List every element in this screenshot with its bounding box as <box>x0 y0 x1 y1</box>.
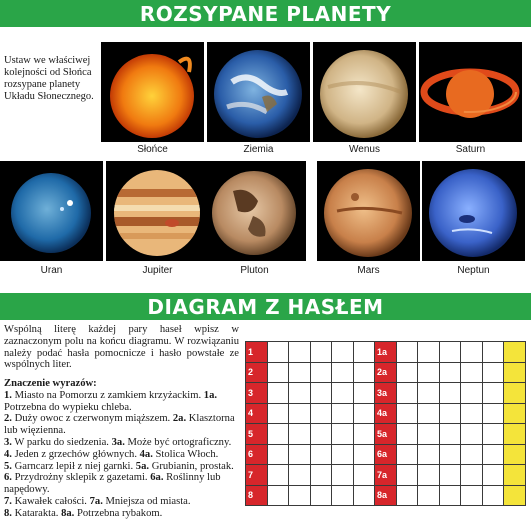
letter-cell[interactable] <box>439 342 461 363</box>
letter-cell[interactable] <box>267 485 289 506</box>
letter-cell[interactable] <box>439 403 461 424</box>
letter-cell[interactable] <box>396 424 418 445</box>
neptune-image <box>422 161 525 261</box>
clue-number-cell: 8a <box>375 485 397 506</box>
letter-cell[interactable] <box>461 362 483 383</box>
letter-cell[interactable] <box>267 403 289 424</box>
intro-text: Ustaw we właściwej kolejności od Słońca rozsypane planety Układu Słonecznego. <box>4 55 94 102</box>
clue-number-cell: 2 <box>246 362 268 383</box>
clue-7: 7. Kawałek całości. 7a. Mniejsza od miasta. <box>4 495 191 507</box>
letter-cell[interactable] <box>482 362 504 383</box>
answer-letter-cell[interactable] <box>504 383 526 404</box>
letter-cell[interactable] <box>267 465 289 486</box>
letter-cell[interactable] <box>332 342 354 363</box>
letter-cell[interactable] <box>332 383 354 404</box>
clue-number-cell: 8 <box>246 485 268 506</box>
answer-letter-cell[interactable] <box>504 465 526 486</box>
venus-image <box>313 42 416 142</box>
letter-cell[interactable] <box>310 362 332 383</box>
letter-cell[interactable] <box>289 342 311 363</box>
letter-cell[interactable] <box>418 485 440 506</box>
jupiter-image <box>106 161 209 261</box>
letter-cell[interactable] <box>439 485 461 506</box>
letter-cell[interactable] <box>289 383 311 404</box>
grid-row <box>246 424 526 445</box>
letter-cell[interactable] <box>396 403 418 424</box>
letter-cell[interactable] <box>332 424 354 445</box>
grid-row <box>246 403 526 424</box>
caption-saturn: Saturn <box>455 144 486 155</box>
caption-earth: Ziemia <box>243 144 274 155</box>
clue-8: 8. Katarakta. 8a. Potrzebna rybakom. <box>4 507 163 519</box>
letter-cell[interactable] <box>353 444 375 465</box>
answer-letter-cell[interactable] <box>504 424 526 445</box>
clue-number-cell: 6 <box>246 444 268 465</box>
grid-row <box>246 383 526 404</box>
diagram-description: Wspólną literę każdej pary haseł wpisz w zaznaczonym polu na końcu diagramu. W rozwiązaniu należy podać hasła pomocnicze i hasło powstałe ze wspólnych liter. <box>4 324 239 371</box>
letter-cell[interactable] <box>396 465 418 486</box>
letter-cell[interactable] <box>461 424 483 445</box>
letter-cell[interactable] <box>418 444 440 465</box>
letter-cell[interactable] <box>353 383 375 404</box>
letter-cell[interactable] <box>439 424 461 445</box>
clue-number-cell: 4a <box>375 403 397 424</box>
answer-letter-cell[interactable] <box>504 444 526 465</box>
letter-cell[interactable] <box>289 485 311 506</box>
letter-cell[interactable] <box>267 342 289 363</box>
letter-cell[interactable] <box>289 403 311 424</box>
caption-mars: Mars <box>357 265 380 276</box>
letter-cell[interactable] <box>267 362 289 383</box>
letter-cell[interactable] <box>418 362 440 383</box>
letter-cell[interactable] <box>461 383 483 404</box>
clue-2: 2. Duży owoc z czerwonym miąższem. 2a. Klasztorna lub więzienna. <box>4 413 235 437</box>
letter-cell[interactable] <box>418 424 440 445</box>
clue-number-cell: 7 <box>246 465 268 486</box>
letter-cell[interactable] <box>461 403 483 424</box>
letter-cell[interactable] <box>396 383 418 404</box>
letter-cell[interactable] <box>439 383 461 404</box>
letter-cell[interactable] <box>289 444 311 465</box>
letter-cell[interactable] <box>267 383 289 404</box>
letter-cell[interactable] <box>418 465 440 486</box>
pluto-image <box>203 161 306 261</box>
answer-letter-cell[interactable] <box>504 403 526 424</box>
earth-image <box>207 42 310 142</box>
letter-cell[interactable] <box>396 342 418 363</box>
letter-cell[interactable] <box>332 403 354 424</box>
letter-cell[interactable] <box>418 403 440 424</box>
letter-cell[interactable] <box>482 403 504 424</box>
letter-cell[interactable] <box>310 444 332 465</box>
letter-cell[interactable] <box>461 444 483 465</box>
clue-number-cell: 1a <box>375 342 397 363</box>
grid-row <box>246 444 526 465</box>
letter-cell[interactable] <box>310 403 332 424</box>
letter-cell[interactable] <box>353 465 375 486</box>
letter-cell[interactable] <box>418 342 440 363</box>
letter-cell[interactable] <box>289 424 311 445</box>
letter-cell[interactable] <box>353 362 375 383</box>
letter-cell[interactable] <box>482 444 504 465</box>
crossword-grid <box>245 341 526 506</box>
answer-letter-cell[interactable] <box>504 485 526 506</box>
clue-number-cell: 5a <box>375 424 397 445</box>
caption-venus: Wenus <box>349 144 380 155</box>
clue-number-cell: 2a <box>375 362 397 383</box>
letter-cell[interactable] <box>461 485 483 506</box>
grid-row <box>246 342 526 363</box>
letter-cell[interactable] <box>482 465 504 486</box>
section-title-scattered-planets: ROZSYPANE PLANETY <box>0 0 531 27</box>
letter-cell[interactable] <box>353 403 375 424</box>
caption-sun: Słońce <box>137 144 168 155</box>
letter-cell[interactable] <box>353 342 375 363</box>
letter-cell[interactable] <box>439 465 461 486</box>
letter-cell[interactable] <box>439 444 461 465</box>
clue-3: 3. W parku do siedzenia. 3a. Może być ortograficzny. <box>4 436 232 448</box>
letter-cell[interactable] <box>332 362 354 383</box>
clue-number-cell: 3 <box>246 383 268 404</box>
section-title-diagram: DIAGRAM Z HASŁEM <box>0 293 531 320</box>
grid-row <box>246 485 526 506</box>
clue-number-cell: 7a <box>375 465 397 486</box>
letter-cell[interactable] <box>310 485 332 506</box>
saturn-image <box>419 42 522 142</box>
clue-1: 1. Miasto na Pomorzu z zamkiem krzyżackim. 1a. Potrzebna do wypieku chleba. <box>4 389 218 413</box>
letter-cell[interactable] <box>332 444 354 465</box>
letter-cell[interactable] <box>267 424 289 445</box>
sun-image <box>101 42 204 142</box>
letter-cell[interactable] <box>482 342 504 363</box>
uranus-image <box>0 161 103 261</box>
letter-cell[interactable] <box>482 424 504 445</box>
letter-cell[interactable] <box>310 465 332 486</box>
clue-number-cell: 6a <box>375 444 397 465</box>
letter-cell[interactable] <box>289 465 311 486</box>
letter-cell[interactable] <box>353 485 375 506</box>
letter-cell[interactable] <box>396 444 418 465</box>
clues-title: Znaczenie wyrazów: <box>4 378 97 389</box>
letter-cell[interactable] <box>418 383 440 404</box>
clue-6: 6. Przydrożny sklepik z gazetami. 6a. Roślinny lub napędowy. <box>4 472 221 496</box>
letter-cell[interactable] <box>310 424 332 445</box>
clue-number-cell: 5 <box>246 424 268 445</box>
letter-cell[interactable] <box>461 465 483 486</box>
clue-4: 4. Jeden z grzechów głównych. 4a. Stolica Włoch. <box>4 448 219 460</box>
letter-cell[interactable] <box>310 383 332 404</box>
mars-image <box>317 161 420 261</box>
letter-cell[interactable] <box>482 485 504 506</box>
caption-neptune: Neptun <box>457 265 490 276</box>
letter-cell[interactable] <box>482 383 504 404</box>
grid-row <box>246 362 526 383</box>
clue-5: 5. Garncarz lepił z niej garnki. 5a. Grubianin, prostak. <box>4 460 234 472</box>
letter-cell[interactable] <box>267 444 289 465</box>
grid-row <box>246 465 526 486</box>
caption-pluto: Pluton <box>240 265 269 276</box>
clue-number-cell: 3a <box>375 383 397 404</box>
letter-cell[interactable] <box>396 485 418 506</box>
letter-cell[interactable] <box>439 362 461 383</box>
answer-letter-cell[interactable] <box>504 362 526 383</box>
letter-cell[interactable] <box>396 362 418 383</box>
letter-cell[interactable] <box>289 362 311 383</box>
letter-cell[interactable] <box>332 465 354 486</box>
caption-jupiter: Jupiter <box>142 265 173 276</box>
letter-cell[interactable] <box>332 485 354 506</box>
letter-cell[interactable] <box>461 342 483 363</box>
clue-number-cell: 1 <box>246 342 268 363</box>
answer-letter-cell[interactable] <box>504 342 526 363</box>
clue-number-cell: 4 <box>246 403 268 424</box>
letter-cell[interactable] <box>353 424 375 445</box>
letter-cell[interactable] <box>310 342 332 363</box>
clues-list <box>4 378 239 520</box>
caption-uranus: Uran <box>40 265 63 276</box>
